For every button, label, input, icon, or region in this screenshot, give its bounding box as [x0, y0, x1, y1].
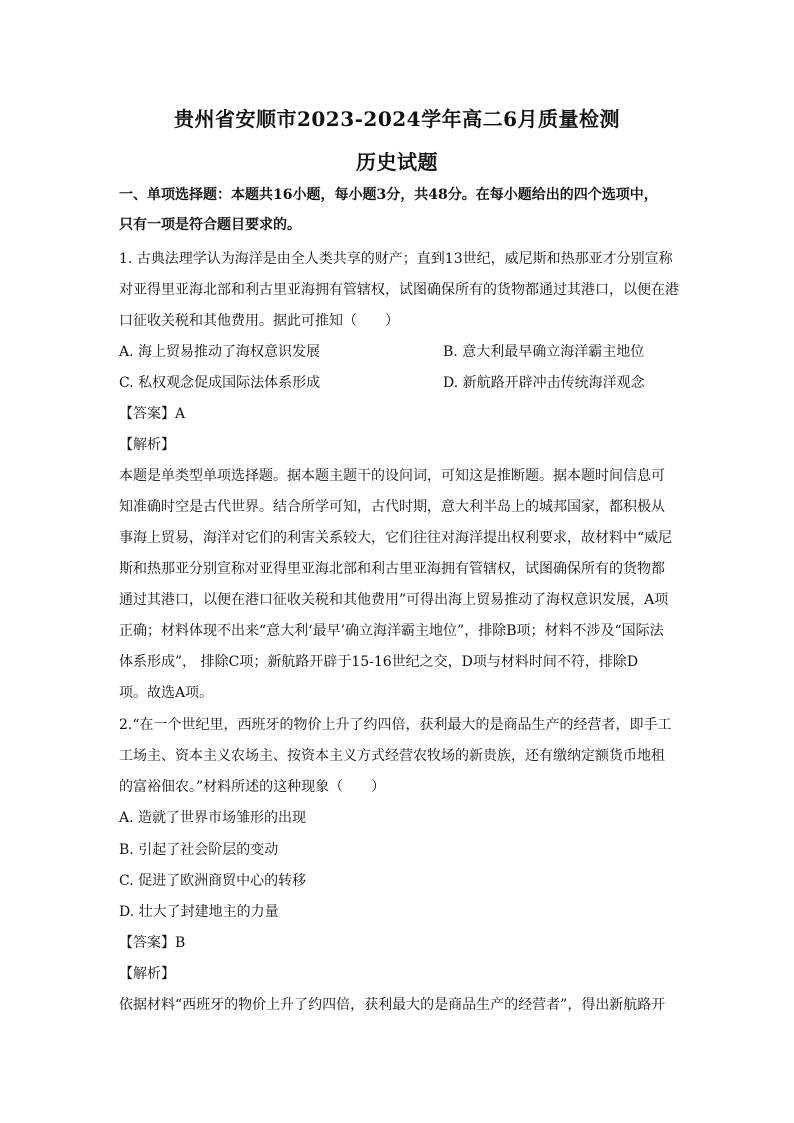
q1-analysis-line: 通过其港口，以便在港口征收关税和其他费用”可得出海上贸易推动了海权意识发展，A项 [119, 592, 669, 608]
q1-analysis-line: 正确；材料体现不出来“意大利‘最早’确立海洋霸主地位”，排除B项；材料不涉及“国际法 [119, 623, 664, 639]
q2-option-d: D. 壮大了封建地主的力量 [119, 904, 279, 920]
q1-analysis-label: 【解析】 [119, 437, 175, 453]
q2-stem-line: 2.“在一个世纪里，西班牙的物价上升了约四倍，获利最大的是商品生产的经营者，即手工 [119, 717, 672, 733]
page-subtitle: 历史试题 [356, 150, 438, 174]
q2-answer: 【答案】B [119, 935, 186, 951]
q2-stem-line: 的富裕佃农。”材料所述的这种现象（ ） [119, 779, 386, 795]
q1-option-a: A. 海上贸易推动了海权意识发展 [119, 344, 321, 360]
q1-analysis-line: 事海上贸易，海洋对它们的利害关系较大，它们往往对海洋提出权利要求，故材料中“威尼 [119, 530, 673, 546]
q1-option-c: C. 私权观念促成国际法体系形成 [119, 375, 321, 391]
q2-option-a: A. 造就了世界市场雏形的出现 [119, 810, 307, 826]
q1-stem-line: 1. 古典法理学认为海洋是由全人类共享的财产；直到13世纪，威尼斯和热那亚才分别宣称 [119, 251, 673, 267]
q1-analysis-line: 知准确时空是古代世界。结合所学可知，古代时期，意大利半岛上的城邦国家，都积极从 [119, 499, 665, 515]
q1-stem-line: 对亚得里亚海北部和利古里亚海拥有管辖权，试图确保所有的货物都通过其港口，以便在港 [119, 282, 679, 298]
section-instruction: 只有一项是符合题目要求的。 [119, 217, 301, 233]
q1-analysis-line: 本题是单类型单项选择题。据本题主题干的设问词，可知这是推断题。据本题时间信息可 [119, 468, 665, 484]
q1-option-b: B. 意大利最早确立海洋霸主地位 [443, 344, 645, 360]
q1-option-d: D. 新航路开辟冲击传统海洋观念 [443, 375, 645, 391]
page-title: 贵州省安顺市2023-2024学年高二6月质量检测 [173, 107, 621, 131]
q2-option-c: C. 促进了欧洲商贸中心的转移 [119, 873, 307, 889]
q2-stem-line: 工场主、资本主义农场主、按资本主义方式经营农牧场的新贵族，还有缴纳定额货币地租 [119, 748, 665, 764]
q1-stem-line: 口征收关税和其他费用。据此可推知（ ） [119, 313, 399, 329]
section-instruction: 一、单项选择题：本题共16小题，每小题3分，共48分。在每小题给出的四个选项中， [119, 187, 658, 203]
q2-analysis-line: 依据材料“西班牙的物价上升了约四倍，获利最大的是商品生产的经营者”，得出新航路开 [119, 997, 666, 1013]
q2-option-b: B. 引起了社会阶层的变动 [119, 842, 279, 858]
q1-analysis-line: 斯和热那亚分别宣称对亚得里亚海北部和利古里亚海拥有管辖权，试图确保所有的货物都 [119, 561, 665, 577]
q1-analysis-line: 项。故选A项。 [119, 685, 214, 701]
q2-analysis-label: 【解析】 [119, 966, 175, 982]
q1-analysis-line: 体系形成”， 排除C项；新航路开辟于15-16世纪之交，D项与材料时间不符，排除D [119, 654, 639, 670]
q1-answer: 【答案】A [119, 406, 186, 422]
